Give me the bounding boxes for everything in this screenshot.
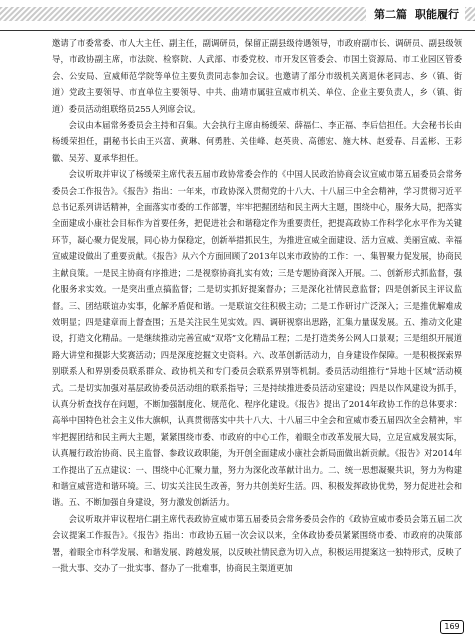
part-label: 第二篇 — [374, 8, 407, 21]
body-text — [52, 35, 462, 576]
section-label: 职能履行 — [415, 8, 459, 21]
page-number: 169 — [440, 620, 464, 634]
paragraph: 会议由本届常务委员会主持和召集。大会执行主席由杨缓荣、薛福仁、李正福、李后信担任。大会秘书长由杨缓荣担任，副秘书长由王兴富、黄琳、何勇胜、关佳峰、赵英贵、高德宏、施大林、赵爱春、吕孟彬、王彩徽、吴芳、夏承华担任。 — [52, 120, 462, 163]
header-rule — [0, 30, 475, 31]
paragraph: 邀请了市委常委、市人大主任、副主任，副调研员，保留正副县级待遇领导，市政府副市长、调研员、副县级领导，市政协副主席，市法院、检察院、人武部、市委党校、市开发区管委会、市国土资源局、市工业园区管委会、公安局、宣威师范学院等单位主要负责同志参加会议。也邀请了部分市级机关离退休老同志、乡（镇、街道）党政主要领导、市直单位主要领导、中共、曲靖市属驻宣威市机关、单位、企业主要负责人，乡（镇、街道）委员活动组联络员255人列席会议。 — [52, 38, 462, 114]
paragraph: 会议听取并审议程培仁副主席代表政协宣威市第五届委员会常务委员会作的《政协宣威市委员会第五届二次会议提案工作报告》。《报告》指出：市政协五届一次会议以来，全体政协委员紧紧围绕市委、市政府的决策部署，着眼全市科学发展、和谐发展、跨越发展，以反映社情民意为切入点，积极运用提案这一独特形式，反映了一批大事、交办了一批实事、督办了一批难事，协商民主渠道更加 — [52, 513, 462, 573]
section-title — [366, 6, 465, 24]
paragraph: 会议听取并审议了杨缓荣主席代表五届市政协常委会作的《中国人民政治协商会议宣威市第五届委员会常务委员会工作报告》。《报告》指出：一年来，市政协深入贯彻党的十八大、十八届三中全会精神，学习贯彻习近平总书记系列讲话精神，全面落实市委的工作部署，牢牢把握团结和民主两大主题，围绕中心，服务大局，把落实全面建成小康社会目标作为首要任务，把促进社会和谐稳定作为重要责任，把提高政协工作科学化水平作为关键环节，凝心聚力促发展，同心协力保稳定，创新举措抓民生，为推进宣威全面建设、活力宣威、美丽宣威、幸福宣威建设做出了重要贡献。《报告》从六个方面回顾了2013年以来市政协的工作：一、集智聚力促发展，协商民主献良策。一是民主协商有序推进；二是视察协商扎实有效；三是专题协商深入开展。二、创新形式抓监督，强化服务求实效。一是突出重点搞监督；二是切实抓好提案督办；三是深化社情民意监督；四是创新民主评议监督。三、团结联谊办实事，化解矛盾促和谐。一是联谊交往积极主动；二是工作研讨广泛深入；三是推优解难成效明显；四是建章而上督查围；五是关注民生见实效。四、调研视察出思路，汇集力量谋发展。五、推动文化建设，打造文化精品。一是继续推动完善宣威“双塔”文化精品工程；二是打造类务公网人口景观；三是组织开展道路大讲堂和摄影大奖赛活动；四是深度挖掘文史资料。六、改革创新活动力，自身建设作保障。一是积极探索界别联系人和界别委员联系群众、政协机关和专门委员会联系界别等机制。委员活动组推行“异地十区域”活动模式。二是切实加强对基层政协委员活动组的联系指导；三是持续推进委员活动室建设；四是以作风建设为抓手，认真分析查找存在问题，不断加强制度化、规范化、程序化建设。《报告》提出了2014年政协工作的总体要求：高举中国特色社会主义伟大旗帜，认真贯彻落实中共十八大、十八届三中全会和宣威市委五届四次全会精神，牢牢把握团结和民主两大主题，紧紧围绕市委、市政府的中心工作，着眼全市改革发展大局，立足宣威发展实际，认真履行政治协商、民主监督、参政议政职能，为开创全面建成小康社会新局面做出新贡献。《报告》对2014年工作提出了五点建议：一、围绕中心汇聚力量，努力为深化改革献计出力。二、统一思想凝聚共识，努力为构建和谐宣威营造和谐环境。三、切实关注民生改善，努力共创美好生活。四、积极发挥政协优势，努力促进社会和谐。五、不断加强自身建设，努力激发创新活力。 — [52, 169, 462, 508]
running-header — [0, 0, 475, 34]
